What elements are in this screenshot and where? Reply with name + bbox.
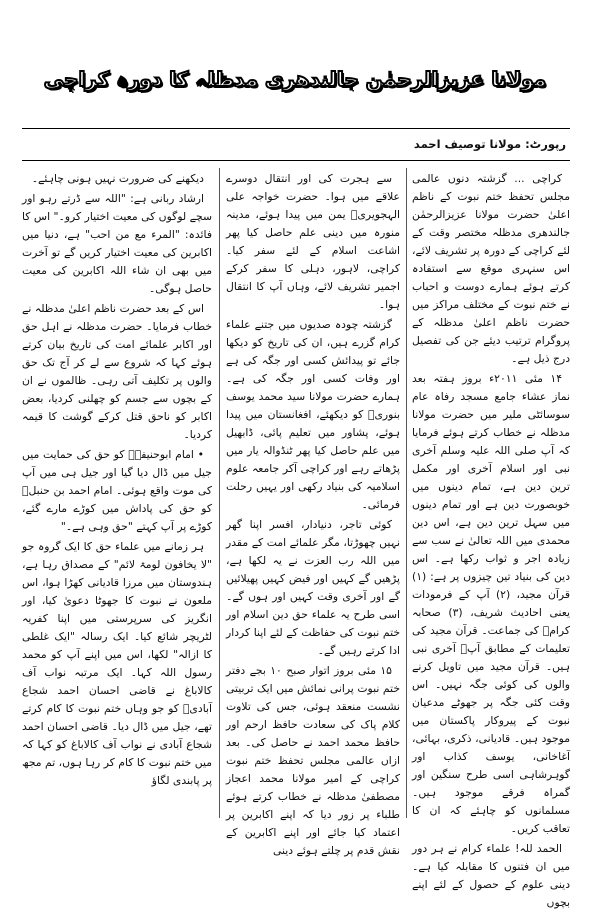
- paragraph: ۱۵ مئی بروز اتوار صبح ۱۰ بجے دفتر ختم نبوت پرانی نمائش میں ایک تربیتی نشست منعقد ہوئی، جس کی تلاوت کلام پاک کی سعادت حافظ ارحم اور حافظ محمد احمد نے حاصل کی۔ بعد ازاں عالمی مجلس تحفظ ختم نبوت کراچی کے امیر مولانا محمد اعجاز مصطفیٰ مدظلہ نے خطاب کرتے ہوئے طلباء پر زور دیا کہ اپنے اکابرین پر اعتماد کیا جائے اور اپنے اکابرین کے نقش قدم پر چلتے ہوئے دینی: [226, 664, 400, 857]
- column-left: [22, 170, 212, 820]
- paragraph: ۱۴ مئی ۲۰۱۱ء بروز ہفتہ بعد نماز عشاء جامع مسجد رفاہ عام سوسائٹی ملیر میں حضرت مولانا مدظلہ نے خطاب کرتے ہوئے فرمایا کہ آپ صلی اللہ علیہ وسلم آخری نبی اور اسلام آخری اور مکمل ترین دین ہے، تمام دینوں میں خوبصورت دین ہے اور تمام دینوں میں سہل ترین دین ہے، اس دین محمدی میں اللہ تعالیٰ نے سب سے زیادہ اجر و ثواب رکھا ہے۔ اس دین کی بنیاد تین چیزوں پر ہے: (۱) قرآن مجید، (۲) آپ کے فرمودات یعنی احادیث شریف، (۳) صحابہ کرامؓ کی جماعت۔ قرآن مجید کی تعلیمات کے مطابق آپؐ آخری نبی ہیں۔ قرآن مجید میں تاویل کرنے والوں کی کوئی جگہ نہیں۔ اس وقت کئی جگہ پر جھوٹے مدعیان نبوت کے پیروکار پاکستان میں موجود ہیں۔ قادیانی، ذکری، بہائی، آغاخانی، یوسف کذاب اور گوہرشاہی اسی طرح سنگین اور گمراہ فرقے موجود ہیں۔ مسلمانوں کو چاہئے کہ ان کا تعاقب کریں۔: [412, 372, 570, 835]
- paragraph: کوئی تاجر، دنیادار، افسر اپنا گھر نہیں چھوڑتا، مگر علمائے امت کے مقدر میں اللہ رب العزت نے یہ لکھا ہے، پڑھیں گے کہیں اور فیض کہیں پھیلائیں گے اور آخری وقت کہیں اور ہوں گے۔ اسی طرح یہ علماء حق دین اسلام اور ختم نبوت کی حفاظت کے لئے اپنا کردار ادا کرتے رہیں گے۔: [226, 518, 400, 657]
- paragraph: الحمد للہ! علماء کرام نے ہر دور میں ان فتنوں کا مقابلہ کیا ہے۔ دینی علوم کے حصول کے لئے اپنے بچوں: [412, 842, 570, 909]
- column-divider: [406, 168, 407, 818]
- column-divider: [219, 168, 220, 818]
- paragraph: سے ہجرت کی اور انتقال دوسرے علاقے میں ہوا۔ حضرت خواجہ علی الہجویریؒ یمن میں پیدا ہوئے، مدینہ منورہ میں دینی علم حاصل کیا پھر اشاعت اسلام کے لئے سفر کیا۔ کراچی، لاہور، دہلی کا سفر کرکے اجمیر تشریف لائے، وہاں آپ کا انتقال ہوا۔: [226, 172, 400, 311]
- byline-rule: [22, 160, 570, 161]
- column-right: [412, 170, 570, 909]
- paragraph: اس کے بعد حضرت ناظم اعلیٰ مدظلہ نے خطاب فرمایا۔ حضرت مدظلہ نے اہل حق اور اکابر علمائے امت کی تاریخ بیان کرتے ہوئے کہا کہ شروع سے لے کر آج تک حق والوں پر تکلیف آتی رہی۔ ظالموں نے ان کے بچوں سے جسم کو چھلنی کردیا، بعض اکابر کو ناحق قتل کرکے گوشت کا قیمہ کردیا۔: [22, 302, 212, 441]
- paragraph: ہر زمانے میں علماء حق کا ایک گروہ جو "لا یخافون لومۃ لائم" کے مصداق رہا ہے، ہندوستان میں مرزا قادیانی کھڑا ہوا، اس ملعون نے نبوت کا جھوٹا دعویٰ کیا، اور انگریز کی سرپرستی میں اپنا کفریہ لٹریچر شائع کیا۔ ایک رسالہ "ایک غلطی کا ازالہ" لکھا، اس میں اپنے آپ کو محمد رسول اللہ کہا۔ ایک مرتبہ نواب آف کالاباغ نے قاضی احسان احمد شجاع آبادیؒ کو جو وہاں ختم نبوت کا کام کرتے تھے، جیل میں ڈال دیا۔ قاضی احسان احمد شجاع آبادی نے نواب آف کالاباغ کو کہا کہ میں ختم نبوت کا کام کر رہا ہوں، تم مجھ پر پابندی لگاؤ: [22, 540, 212, 787]
- paragraph: کراچی ... گزشتہ دنوں عالمی مجلس تحفظ ختم نبوت کے ناظم اعلیٰ حضرت مولانا عزیزالرحمٰن جالندھری مدظلہ مختصر وقت کے لئے کراچی کے دورہ پر تشریف لائے، اس سنہری موقع سے استفادہ کرتے ہوئے ہمارے دوست و احباب نے ختم نبوت کے مختلف مراکز میں حضرت ناظم اعلیٰ مدظلہ کے پروگرام ترتیب دیئے جن کی تفصیل درج ذیل ہے۔: [412, 172, 570, 365]
- paragraph: ارشاد ربانی ہے: "اللہ سے ڈرتے رہو اور سچے لوگوں کی معیت اختیار کرو۔" اس کا فائدہ: "المرء مع من احب" ہے، دنیا میں اکابرین کی معیت اختیار کریں گے تو آخرت میں بھی ان شاء اللہ اکابرین کی معیت حاصل ہوگی۔: [22, 192, 212, 295]
- column-middle: [226, 170, 400, 857]
- byline: رپورٹ: مولانا توصیف احمد: [413, 137, 566, 151]
- paragraph: گزشتہ چودہ صدیوں میں جتنے علماء کرام گزرے ہیں، ان کی تاریخ کو دیکھا جائے تو پیدائش کسی اور جگہ کی ہے اور وفات کسی اور جگہ کی ہے۔ ہمارے حضرت مولانا سید محمد یوسف بنوریؒ کو دیکھئے، افغانستان میں پیدا ہوئے، پشاور میں تعلیم پائی، ڈابھیل میں علم حاصل کیا پھر ٹنڈوالہ یار میں پڑھاتے رہے اور کراچی آکر جامعہ علوم اسلامیہ کی بنیاد رکھی اور یہیں رحلت فرمائی۔: [226, 318, 400, 511]
- paragraph: دیکھنے کی ضرورت نہیں ہونی چاہئے۔: [31, 172, 204, 185]
- paragraph: • امام ابوحنیفہؒ کو حق کی حمایت میں جیل میں ڈال دیا گیا اور جیل ہی میں آپ کی موت واقع ہوئی۔ امام احمد بن حنبلؒ کو حق کی پاداش میں کوڑے مارے گئے، کوڑے پر آپ کہتے "حق وہی ہے۔": [22, 448, 212, 533]
- headline-banner: [30, 40, 560, 118]
- headline: مولانا عزیزالرحمٰن جالندھری مدظلہ کا دورہ کراچی: [43, 67, 547, 91]
- headline-rule: [22, 128, 570, 129]
